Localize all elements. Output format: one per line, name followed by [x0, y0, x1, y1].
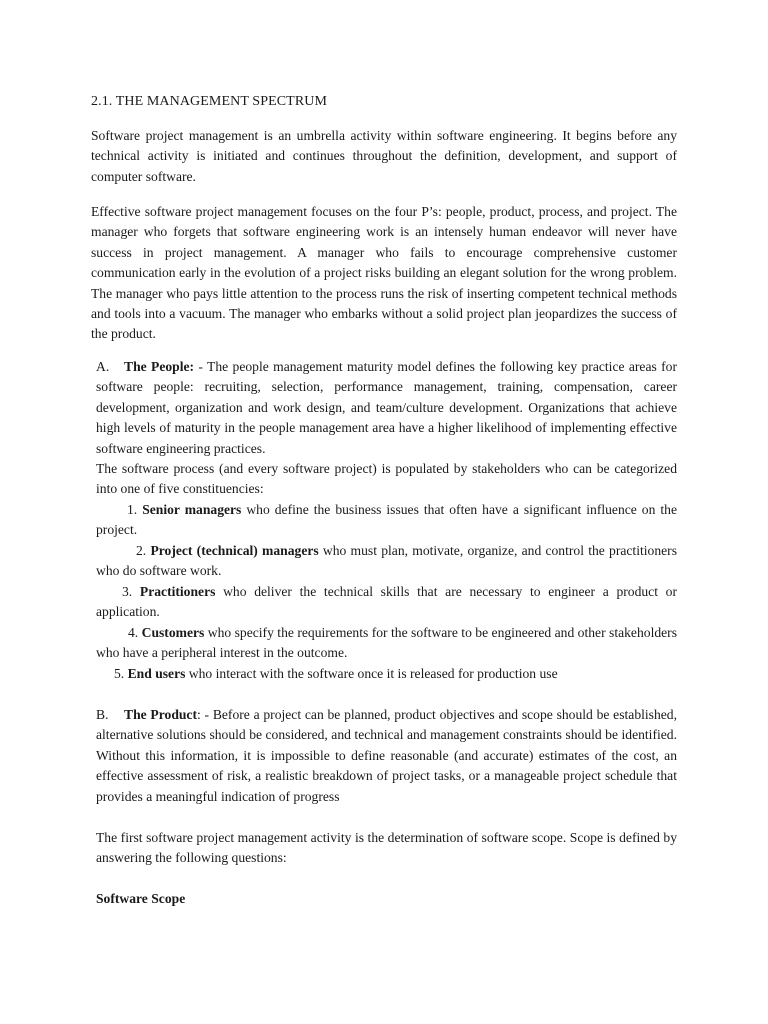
scope-paragraph: The first software project management activity is the determination of software scope. Scope is defined by answering the following questions:	[96, 830, 677, 866]
list-number: 2.	[136, 543, 147, 558]
list-number: 5.	[114, 666, 125, 681]
section-title: The People:	[124, 359, 195, 374]
list-item	[96, 541, 677, 582]
section-letter: A.	[96, 359, 110, 374]
list-description: who must plan, motivate, organize, and control the practitioners who do software work.	[96, 543, 677, 579]
list-description: who specify the requirements for the software to be engineered and other stakeholders who have a peripheral interest in the outcome.	[96, 625, 677, 661]
list-term: End users	[127, 666, 186, 681]
list-description: who define the business issues that often have a significant influence on the project.	[96, 502, 678, 538]
software-scope-subheading: Software Scope	[96, 891, 186, 906]
list-number: 1.	[127, 502, 138, 517]
list-term: Customers	[141, 625, 205, 640]
section-heading: 2.1. THE MANAGEMENT SPECTRUM	[91, 94, 328, 109]
section-title: The Product	[124, 707, 197, 722]
section-text: - The people management maturity model defines the following key practice areas for software people: recruiting, selection, performance management, training, compensation, career development, organization and work design, and team/culture development. Organizations that achieve high levels of maturity in the people management area have a higher likelihood of implementing effective software engineering practices.	[96, 359, 677, 456]
four-ps-paragraph: Effective software project management focuses on the four P’s: people, product, process, and project. The manager who forgets that software engineering work is an intensely human endeavor will never have success in project management. A manager who fails to encourage comprehensive customer communication early in the evolution of a project risks building an elegant solution for the wrong problem. The manager who pays little attention to the process runs the risk of inserting competent technical methods and tools into a vacuum. The manager who embarks without a solid project plan jeopardizes the success of the product.	[91, 204, 677, 342]
list-item	[96, 664, 677, 684]
list-term: Practitioners	[139, 584, 216, 599]
section-people	[96, 357, 677, 459]
section-text: : - Before a project can be planned, product objectives and scope should be established, alternative solutions should be considered, and technical and management constraints should be identified. Without this information, it is impossible to define reasonable (and accurate) estimates of the cost, an effective assessment of risk, a realistic breakdown of project tasks, or a manageable project schedule that provides a meaningful indication of progress	[96, 707, 677, 804]
list-description: who interact with the software once it is released for production use	[185, 666, 558, 681]
list-number: 3.	[122, 584, 133, 599]
stakeholders-paragraph: The software process (and every software project) is populated by stakeholders who can be categorized into one of five constituencies:	[96, 461, 677, 497]
list-term: Senior managers	[142, 502, 242, 517]
list-item	[96, 582, 677, 623]
list-description: who deliver the technical skills that are necessary to engineer a product or application.	[96, 584, 677, 620]
section-product	[96, 705, 677, 807]
list-term: Project (technical) managers	[150, 543, 319, 558]
section-letter: B.	[96, 707, 109, 722]
list-item	[96, 623, 677, 664]
list-number: 4.	[128, 625, 139, 640]
list-item	[96, 500, 677, 541]
intro-paragraph: Software project management is an umbrella activity within software engineering. It begins before any technical activity is initiated and continues throughout the definition, development, and support of computer software.	[91, 128, 677, 184]
